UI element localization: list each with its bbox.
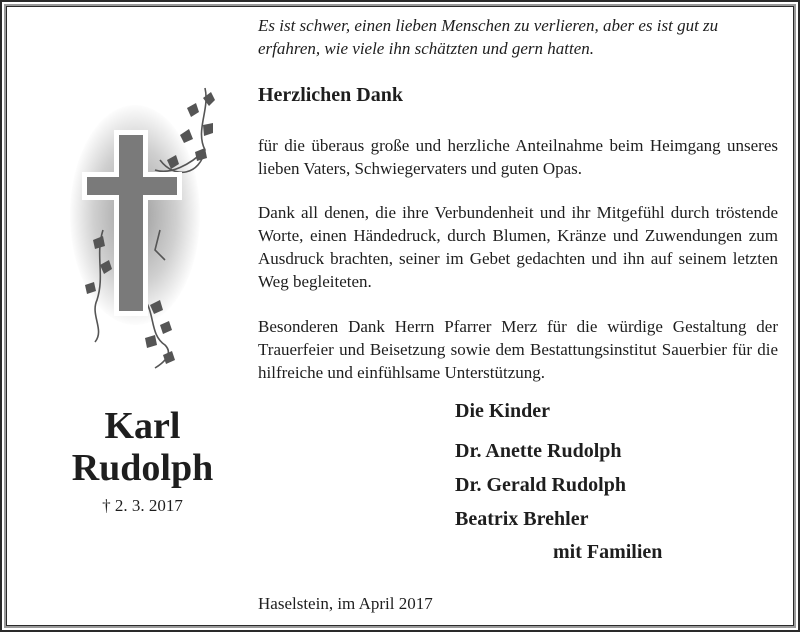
signature-closing: mit Familien [553,541,663,563]
thanks-heading: Herzlichen Dank [258,84,403,106]
deceased-name [40,405,245,489]
signature-name-3: Beatrix Brehler [455,508,589,530]
deceased-last-name: Rudolph [71,447,214,489]
signature-name-2: Dr. Gerald Rudolph [455,474,626,496]
paragraph-1: für die überaus große und herzliche Anteilnahme beim Heimgang unseres lieben Vaters, Schwiegervaters und guten Opas. [258,136,778,178]
motto-quote: Es ist schwer, einen lieben Menschen zu verlieren, aber es ist gut zu erfahren, wie viele ihn schätzten und gern hatten. [258,16,719,58]
paragraph-2: Dank all denen, die ihre Verbundenheit und ihr Mitgefühl durch tröstende Worte, einen Händedruck, durch Blumen, Kränze und Zuwendungen zum Ausdruck brachten, seiner im Gebet gedachten und ihn auf seinem letzten Weg begleiteten. [258,203,778,291]
place-and-date: Haselstein, im April 2017 [258,594,433,613]
death-date: † 2. 3. 2017 [102,496,183,515]
signature-heading: Die Kinder [455,400,550,422]
cross-with-ivy-icon [55,80,225,370]
signature-name-1: Dr. Anette Rudolph [455,440,622,462]
deceased-first-name: Karl [104,405,181,447]
paragraph-3: Besonderen Dank Herrn Pfarrer Merz für die würdige Gestaltung der Trauerfeier und Beisetzung sowie dem Bestattungsinstitut Sauerbier für die hilfreiche und einfühlsame Unterstützung. [258,317,778,382]
cross-vertical-bar-overlay [119,135,143,311]
